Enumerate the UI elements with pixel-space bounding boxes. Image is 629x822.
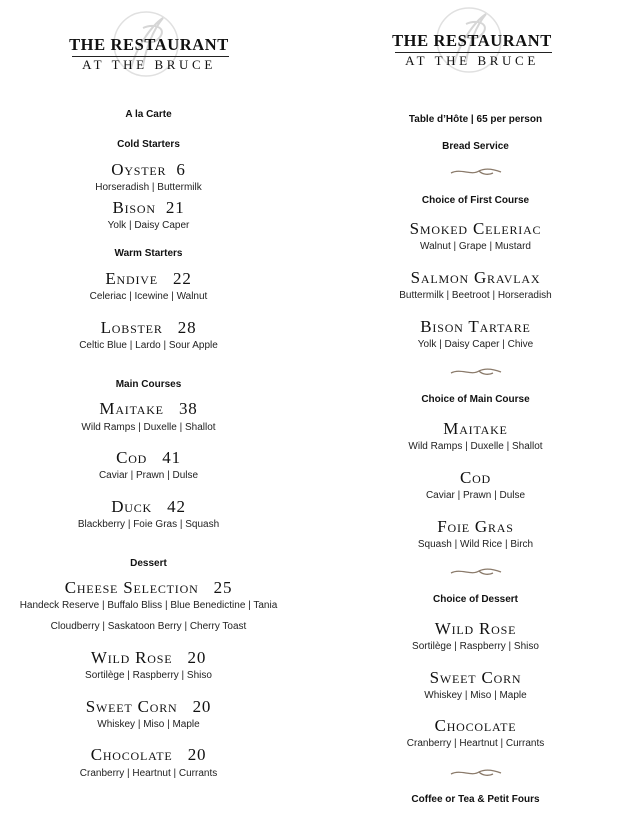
menu-item-chocolate: Chocolate <box>434 716 517 735</box>
menu-item-foie-gras: Foie Gras <box>437 517 514 536</box>
logo-line-2: AT THE BRUCE <box>82 57 216 72</box>
menu-item-wild-rose: Wild Rose <box>434 619 517 638</box>
menu-item-sweet-corn-desc: Whiskey | Miso | Maple <box>97 719 200 730</box>
section-heading-coffee: Coffee or Tea & Petit Fours <box>411 794 540 805</box>
menu-item-maitake: Maitake <box>443 419 508 438</box>
menu-item-chocolate-desc: Cranberry | Heartnut | Currants <box>79 768 218 779</box>
section-heading-first-course: Choice of First Course <box>421 195 530 206</box>
menu-item-wild-rose-desc: Sortilège | Raspberry | Shiso <box>85 670 212 681</box>
section-heading-table-dhote: Table d’Hôte | 65 per person <box>408 114 543 125</box>
logo-line-1: THE RESTAURANT <box>392 31 552 50</box>
flourish-divider-icon <box>322 765 629 775</box>
menu-item-maitake: Maitake 38 <box>99 399 198 418</box>
menu-item-sweet-corn: Sweet Corn 20 <box>85 697 212 716</box>
section-heading-bread-service: Bread Service <box>442 141 509 152</box>
logo-line-2: AT THE BRUCE <box>405 53 539 68</box>
menu-item-wild-rose-desc: Sortilège | Raspberry | Shiso <box>412 641 539 652</box>
menu-item-smoked-celeriac-desc: Walnut | Grape | Mustard <box>420 241 531 252</box>
menu-item-cod: Cod 41 <box>116 448 181 467</box>
menu-item-cheese-desc-line-1: Handeck Reserve | Buffalo Bliss | Blue Benedictine | Tania <box>19 600 278 611</box>
menu-item-wild-rose: Wild Rose 20 <box>90 648 207 667</box>
menu-item-sweet-corn: Sweet Corn <box>429 668 522 687</box>
flourish-divider-icon <box>322 564 629 574</box>
menu-item-cod-desc: Caviar | Prawn | Dulse <box>98 470 199 481</box>
menu-item-maitake-desc: Wild Ramps | Duxelle | Shallot <box>81 422 216 433</box>
restaurant-logo <box>372 4 572 74</box>
section-heading-main-courses: Main Courses <box>115 379 182 390</box>
menu-item-maitake-desc: Wild Ramps | Duxelle | Shallot <box>408 441 543 452</box>
menu-item-duck: Duck 42 <box>111 497 186 516</box>
menu-item-chocolate: Chocolate 20 <box>90 745 207 764</box>
menu-item-endive: Endive 22 <box>105 269 192 288</box>
menu-item-oyster: Oyster 6 <box>111 160 186 179</box>
section-heading-dessert: Dessert <box>130 558 167 569</box>
menu-item-bison: Bison 21 <box>112 198 185 217</box>
menu-item-cheese-desc-line-2: Cloudberry | Saskatoon Berry | Cherry Toast <box>50 621 247 632</box>
section-heading-main-course: Choice of Main Course <box>421 394 530 405</box>
restaurant-logo <box>49 8 249 78</box>
menu-item-bison-desc: Yolk | Daisy Caper <box>107 220 190 231</box>
section-heading-warm-starters: Warm Starters <box>114 248 183 259</box>
menu-item-salmon-gravlax-desc: Buttermilk | Beetroot | Horseradish <box>399 290 552 301</box>
menu-item-salmon-gravlax: Salmon Gravlax <box>410 268 541 287</box>
menu-item-chocolate-desc: Cranberry | Heartnut | Currants <box>406 738 545 749</box>
menu-item-cod: Cod <box>459 468 492 487</box>
flourish-divider-icon <box>322 164 629 174</box>
logo-line-1: THE RESTAURANT <box>69 35 229 54</box>
menu-item-smoked-celeriac: Smoked Celeriac <box>409 219 542 238</box>
menu-item-cod-desc: Caviar | Prawn | Dulse <box>425 490 526 501</box>
menu-item-cheese-selection: Cheese Selection 25 <box>64 578 233 597</box>
menu-item-oyster-desc: Horseradish | Buttermilk <box>95 182 202 193</box>
section-heading-choice-dessert: Choice of Dessert <box>432 594 519 605</box>
menu-item-lobster-desc: Celtic Blue | Lardo | Sour Apple <box>79 340 218 351</box>
menu-item-foie-gras-desc: Squash | Wild Rice | Birch <box>417 539 534 550</box>
flourish-divider-icon <box>322 364 629 374</box>
section-heading-a-la-carte: A la Carte <box>125 109 172 120</box>
menu-item-endive-desc: Celeriac | Icewine | Walnut <box>89 291 208 302</box>
menu-item-duck-desc: Blackberry | Foie Gras | Squash <box>77 519 220 530</box>
menu-item-lobster: Lobster 28 <box>100 318 197 337</box>
menu-item-bison-tartare: Bison Tartare <box>420 317 531 336</box>
menu-item-bison-tartare-desc: Yolk | Daisy Caper | Chive <box>417 339 534 350</box>
menu-item-sweet-corn-desc: Whiskey | Miso | Maple <box>424 690 527 701</box>
section-heading-cold-starters: Cold Starters <box>117 139 180 150</box>
